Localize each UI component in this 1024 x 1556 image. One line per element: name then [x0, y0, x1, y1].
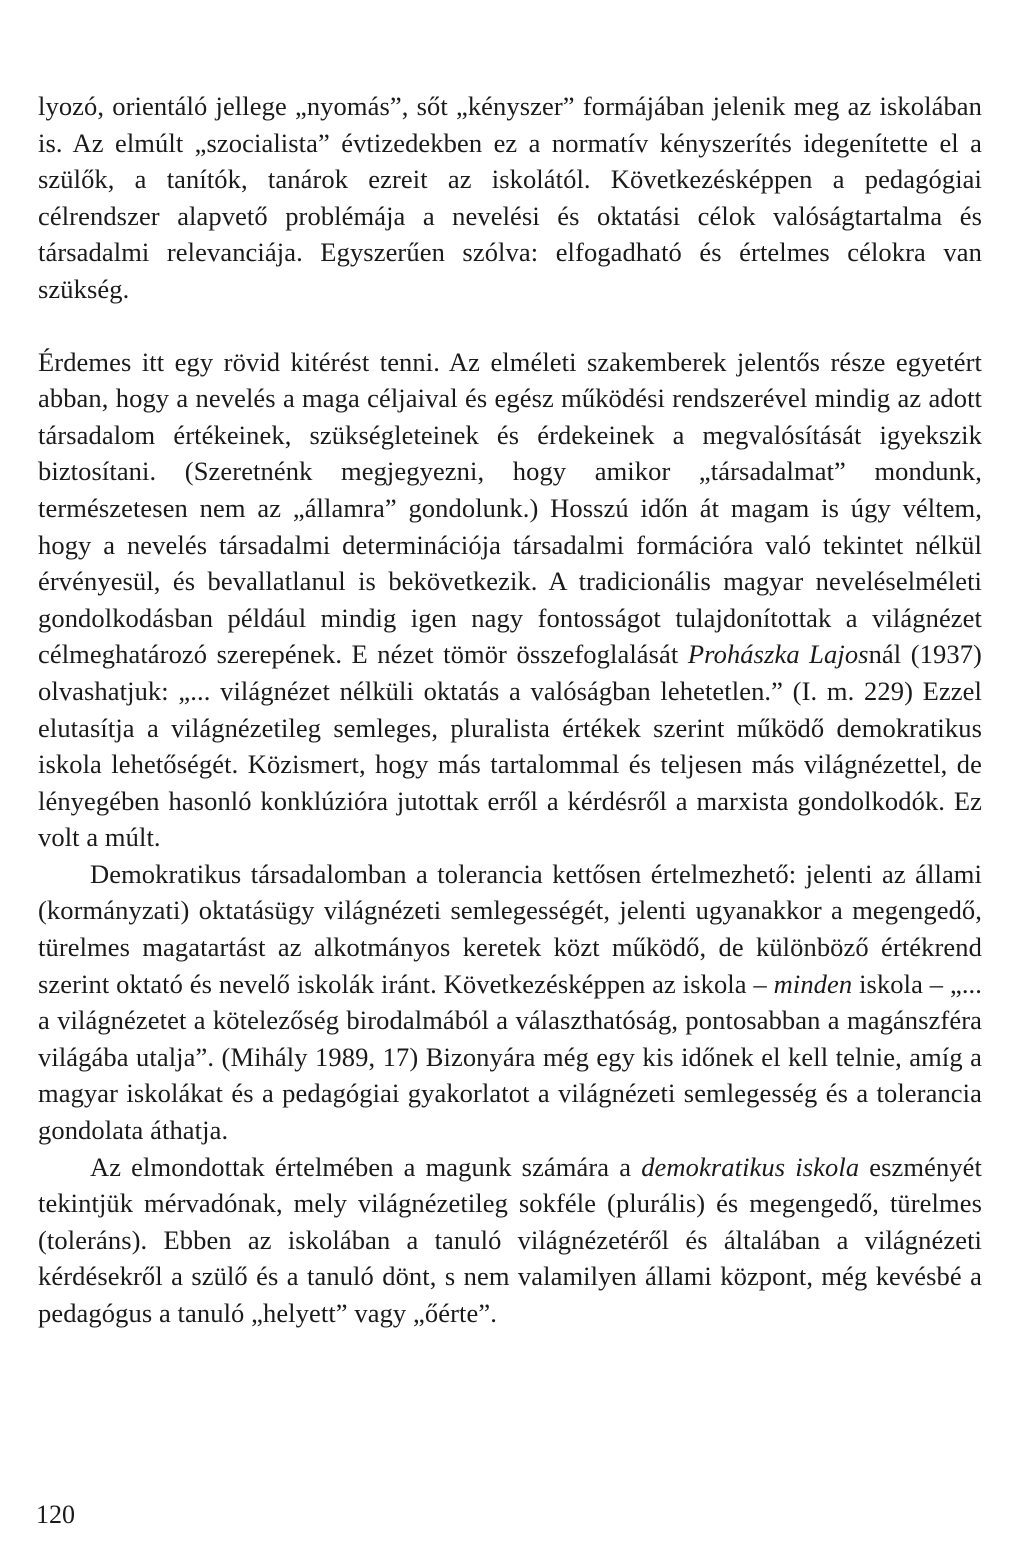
paragraph-4-text-b: eszményét tekintjük mérvadónak, mely világnézetileg sokféle (plurális) és megengedő, türelmes (toleráns). Ebben az iskolában a tanuló világnézetéről és általában a világnézeti kérdésekről a szülő és a tanuló dönt, s nem valamilyen állami központ, még kevésbé a pedagógus a tanuló „helyett” vagy „őérte”. [38, 1151, 982, 1328]
paragraph-4-text-a: Az elmondottak értelmében a magunk számára a [90, 1151, 642, 1182]
page-number: 120 [36, 1500, 75, 1529]
emphasis-minden: minden [773, 968, 853, 999]
paragraph-3-text-b: iskola – „... a világnézetet a kötelezőség birodalmából a választhatóság, pontosabban a magánszféra világába utalja”. (Mihály 1989, 17) Bizonyára még egy kis időnek el kell telnie, amíg a magyar iskolákat és a pedagógiai gyakorlatot a világnézeti semlegesség és a tolerancia gondolata áthatja. [38, 968, 982, 1146]
paragraph-3-text-a: Demokratikus társadalomban a tolerancia kettősen értelmezhető: jelenti az állami (kormányzati) oktatásügy világnézeti semlegességét, jelenti ugyanakkor a megengedő, türelmes magatartást az alkotmányos keretek közt működő, de különböző értékrend szerint oktató és nevelő iskolák iránt. Következésképpen az iskola – [38, 858, 982, 999]
paragraph-2-text-b: nál (1937) olvashatjuk: „... világnézet nélküli oktatás a valóságban lehetetlen.” (I. m. 229) Ezzel elutasítja a világnézetileg semleges, pluralista értékek szerint működő demokratikus iskola lehetőségét. Közismert, hogy más tartalommal és teljesen más világnézettel, de lényegében hasonló konklúzióra jutottak erről a kérdésről a marxista gondolkodók. Ez volt a múlt. [38, 639, 982, 853]
paragraph-3 [38, 856, 982, 1149]
paragraph-1 [38, 88, 982, 308]
author-name-prohaszka: Prohászka Lajos [687, 639, 869, 670]
paragraph-1-text: lyozó, orientáló jellege „nyomás”, sőt „kényszer” formájában jelenik meg az iskolában is. Az elmúlt „szocialista” évtizedekben ez a normatív kényszerítés idegenítette el a szülők, a tanítók, tanárok ezreit az iskolától. Következésképpen a pedagógiai célrendszer alapvető problémája a nevelési és oktatási célok valóságtartalma és társadalmi relevanciája. Egyszerűen szólva: elfogadható és értelmes célokra van szükség. [38, 91, 982, 304]
paragraph-4 [38, 1149, 982, 1332]
page-body [38, 88, 982, 1332]
emphasis-demokratikus-iskola: demokratikus iskola [641, 1151, 860, 1182]
paragraph-2-text-a: Érdemes itt egy rövid kitérést tenni. Az elméleti szakemberek jelentős része egyetért abban, hogy a nevelés a maga céljaival és egész működési rendszerével mindig az adott társadalom értékeinek, szükségleteinek és érdekeinek a megvalósítását igyekszik biztosítani. (Szeretnénk megjegyezni, hogy amikor „társadalmat” mondunk, természetesen nem az „államra” gondolunk.) Hosszú időn át magam is úgy véltem, hogy a nevelés társadalmi determinációja társadalmi formációra való tekintet nélkül érvényesül, és bevallatlanul is bekövetkezik. A tradicionális magyar neveléselméleti gondolkodásban például mindig igen nagy fontosságot tulajdonítottak a világnézet célmeghatározó szerepének. E nézet tömör összefoglalását [38, 346, 982, 670]
paragraph-2 [38, 344, 982, 856]
